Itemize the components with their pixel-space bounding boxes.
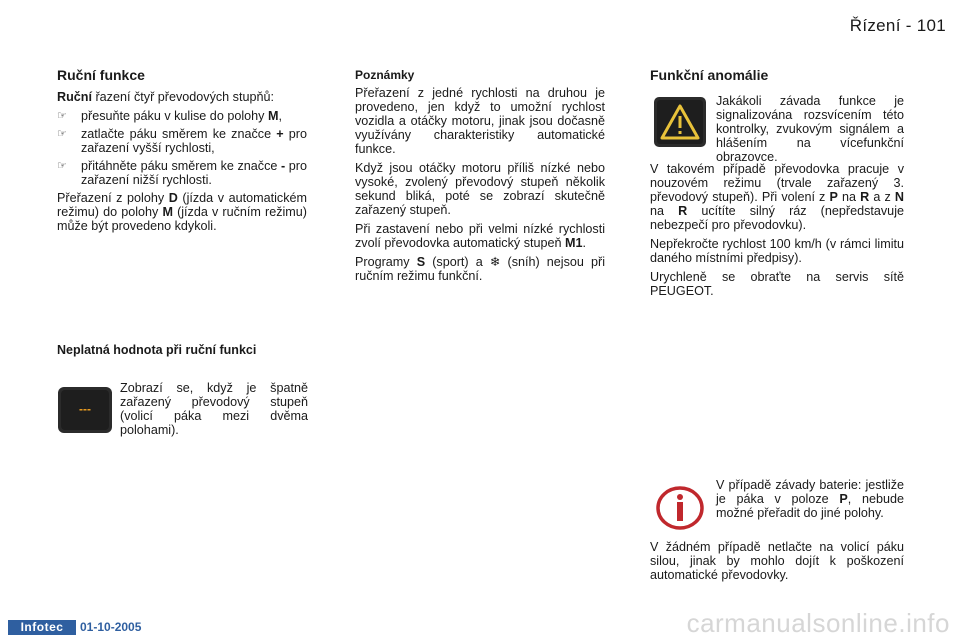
bullet-item: ☞ přesuňte páku v kulise do polohy M, [57, 109, 282, 123]
footer-date: 01-10-2005 [80, 620, 142, 634]
page-header: Řízení - 101 [849, 16, 946, 35]
paragraph: Při zastavení nebo při velmi nízké rychlosti zvolí převodovka automatický stupeň M1. [355, 222, 605, 250]
column-anomalies [650, 68, 904, 90]
battery-fault-text: V případě závady baterie: jestliže je páka v poloze P, nebude možné přeřadit do jiné polohy. [716, 478, 904, 520]
warning-triangle-icon [653, 96, 707, 153]
column-notes [355, 68, 605, 288]
hand-pointer-icon: ☞ [57, 160, 67, 172]
intro-bold: Ruční [57, 90, 92, 104]
paragraph: Přeřazení z jedné rychlosti na druhou je provedeno, jen když to umožní rychlost vozidla a otáčky motoru, jinak jsou dočasně využívány charakteristiky automatické funkce. [355, 86, 605, 156]
display-dashes-icon [57, 386, 113, 439]
subsection-text: Zobrazí se, když je špatně zařazený převodový stupeň (volicí páka mezi dvěma polohami). [120, 381, 308, 437]
section-title: Funkční anomálie [650, 67, 769, 83]
watermark: carmanualsonline.info [686, 608, 950, 638]
section-title: Poznámky [355, 68, 415, 82]
snowflake-icon: ❄ [489, 255, 501, 269]
infotec-logo: Infotec [8, 620, 76, 635]
paragraph: Urychleně se obraťte na servis sítě PEUGEOT. [650, 270, 904, 298]
warning-text: Jakákoli závada funkce je signalizována rozsvícením této kontrolky, zvukovým signálem a hlášením na vícefunkční obrazovce. [716, 94, 904, 164]
bullet-item: ☞ přitáhněte páku směrem ke značce - pro zařazení nižší rychlosti. [57, 159, 307, 187]
info-icon [655, 486, 705, 535]
paragraph: V takovém případě převodovka pracuje v nouzovém režimu (trvale zařazený 3. převodový stupeň). Při volení z P na R a z N na R ucítíte silný ráz (nepředstavuje nebezpečí pro převodovku). [650, 162, 904, 232]
column-manual-function [57, 68, 307, 238]
anomalies-body [650, 162, 904, 298]
hand-pointer-icon: ☞ [57, 128, 67, 140]
paragraph: Nepřekročte rychlost 100 km/h (v rámci limitu daného místními předpisy). [650, 237, 904, 265]
paragraph: Když jsou otáčky motoru příliš nízké nebo vysoké, zvolený převodový stupeň několik sekund bliká, poté se zobrazí skutečně zařazený stupeň. [355, 161, 605, 217]
section-title: Ruční funkce [57, 67, 145, 83]
intro-text: Ruční řazení čtyř převodových stupňů: [57, 90, 274, 104]
hand-pointer-icon: ☞ [57, 110, 67, 122]
bullet-item: ☞ zatlačte páku směrem ke značce + pro zařazení vyšší rychlosti, [57, 127, 308, 155]
subsection-title: Neplatná hodnota při ruční funkci [57, 343, 257, 357]
paragraph: V žádném případě netlačte na volicí páku silou, jinak by mohlo dojít k poškození automatické převodovky. [650, 540, 904, 582]
paragraph: Programy S (sport) a ❄ (sníh) nejsou při ručním režimu funkční. [355, 255, 606, 283]
paragraph: Přeřazení z polohy D (jízda v automatickém režimu) do polohy M (jízda v ručním režimu) může být provedeno kdykoli. [57, 191, 307, 233]
display-dashes-text: --- [79, 402, 91, 416]
